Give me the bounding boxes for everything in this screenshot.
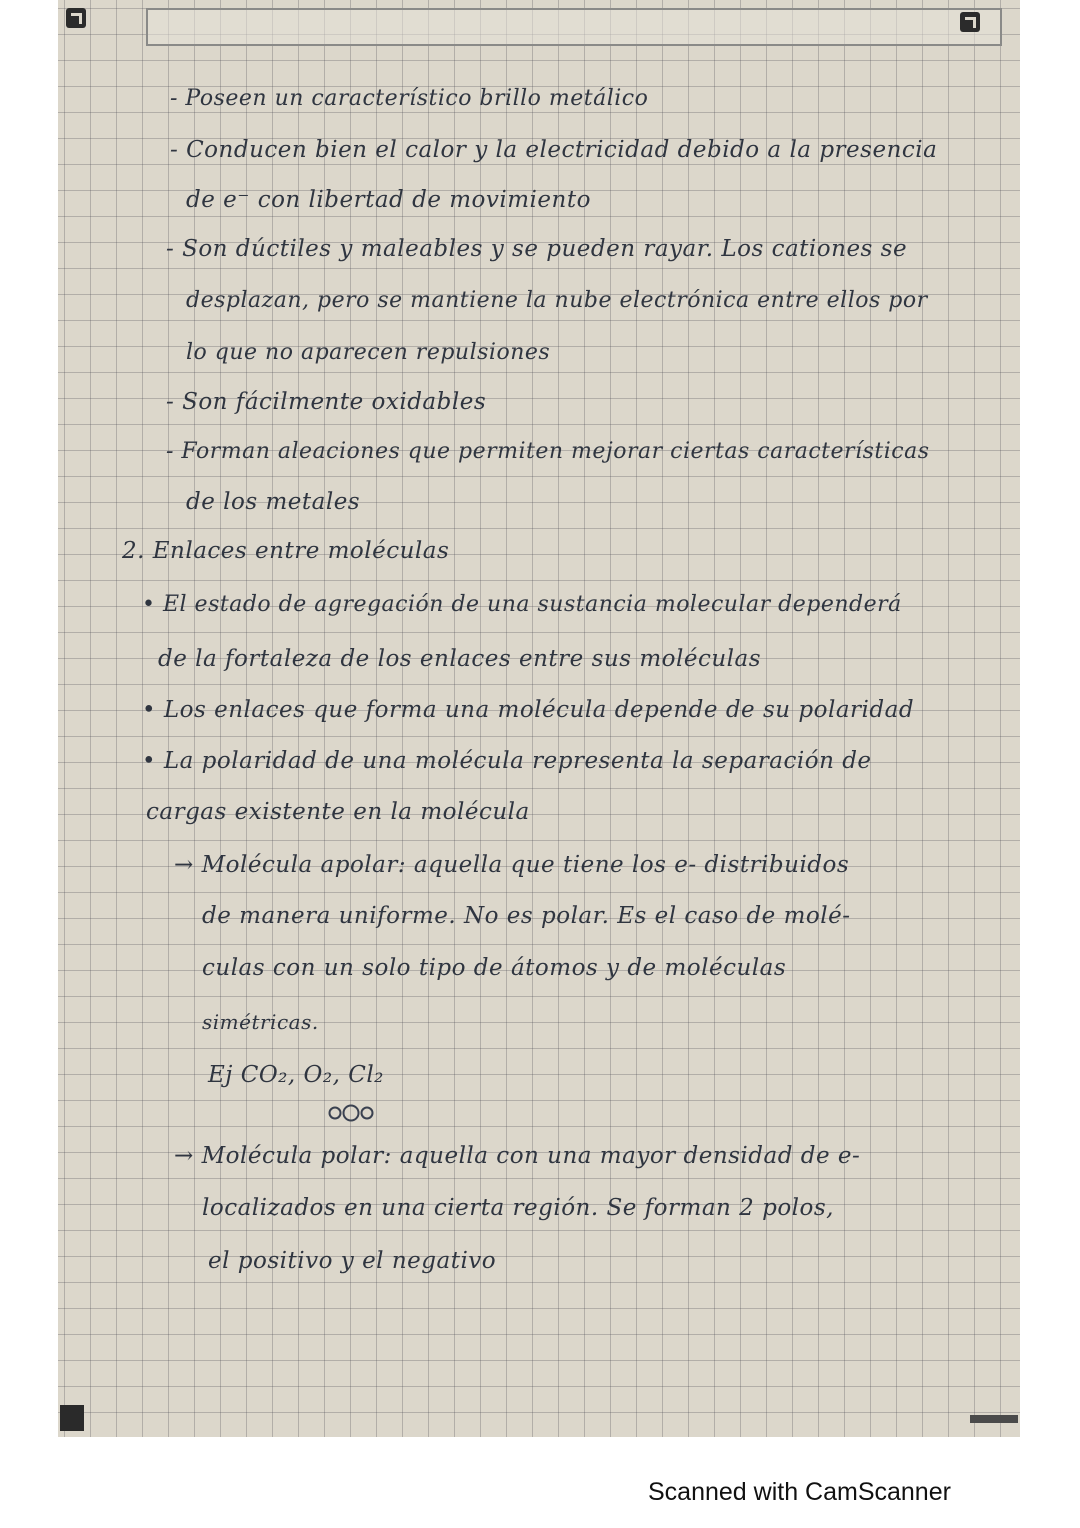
scanned-notebook-page	[58, 0, 1020, 1437]
note-line: de la fortaleza de los enlaces entre sus moléculas	[158, 646, 762, 672]
note-line: - Conducen bien el calor y la electricidad debido a la presencia	[170, 137, 938, 163]
scan-edge-mark	[970, 1415, 1018, 1423]
note-line: • Los enlaces que forma una molécula depende de su polaridad	[142, 697, 915, 723]
section-heading: 2. Enlaces entre moléculas	[122, 538, 450, 564]
scanner-watermark: Scanned with CamScanner	[648, 1478, 951, 1506]
note-line: → Molécula polar: aquella con una mayor densidad de e-	[174, 1143, 861, 1169]
note-line: - Son dúctiles y maleables y se pueden rayar. Los cationes se	[166, 236, 908, 262]
note-line: simétricas.	[202, 1010, 319, 1034]
note-line: - Poseen un característico brillo metálico	[170, 86, 649, 111]
note-line: de e⁻ con libertad de movimiento	[186, 187, 591, 213]
corner-tab-icon	[66, 8, 86, 28]
note-line: lo que no aparecen repulsiones	[186, 340, 551, 365]
molecule-sketch-icon	[326, 1104, 386, 1122]
scan-corner-mark	[60, 1405, 84, 1431]
note-line: • El estado de agregación de una sustancia molecular dependerá	[142, 592, 902, 617]
note-line: Ej CO₂, O₂, Cl₂	[208, 1062, 384, 1088]
note-line: localizados en una cierta región. Se forman 2 polos,	[202, 1195, 834, 1221]
note-line: de los metales	[186, 489, 361, 515]
note-line: - Forman aleaciones que permiten mejorar ciertas características	[166, 439, 930, 464]
note-line: de manera uniforme. No es polar. Es el caso de molé-	[202, 903, 851, 929]
note-line: cargas existente en la molécula	[146, 799, 530, 825]
note-line: • La polaridad de una molécula representa la separación de	[142, 748, 872, 774]
note-line: culas con un solo tipo de átomos y de moléculas	[202, 955, 787, 981]
note-line: desplazan, pero se mantiene la nube electrónica entre ellos por	[186, 288, 928, 313]
page-header-box	[146, 8, 1002, 46]
note-line: → Molécula apolar: aquella que tiene los e- distribuidos	[174, 852, 850, 878]
corner-tab-icon	[960, 12, 980, 32]
note-line: el positivo y el negativo	[208, 1248, 497, 1274]
note-line: - Son fácilmente oxidables	[166, 389, 487, 415]
